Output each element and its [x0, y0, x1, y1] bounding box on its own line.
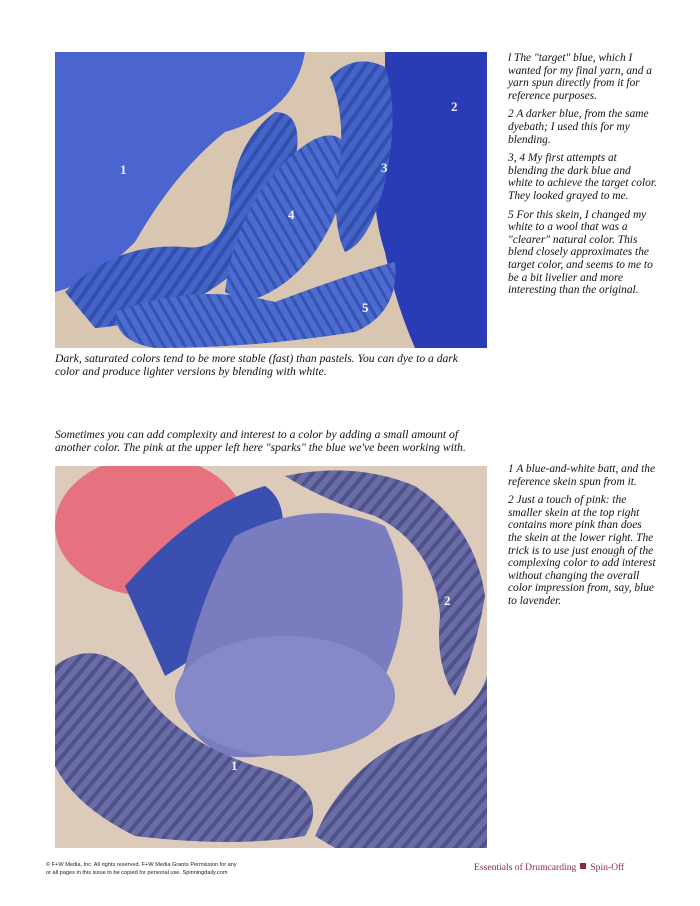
footer-magazine-name: Spin-Off	[590, 862, 625, 873]
photo-label-2: 2	[444, 593, 451, 608]
footer-copyright	[46, 861, 306, 877]
bottom-intro-text: Sometimes you can add complexity and interest to a color by adding a small amount of another color. The pink at the upper left here "sparks" the blue we've been working with.	[55, 428, 466, 454]
note-3-4: 3, 4 My first attempts at blending the dark blue and white to achieve the target color. They looked grayed to me.	[508, 152, 657, 202]
note-1: l The "target" blue, which I wanted for my final yarn, and a yarn spun directly from it for reference purposes.	[508, 52, 652, 102]
top-side-notes	[508, 52, 658, 303]
photo-label-1: 1	[231, 758, 238, 773]
photo-blue-yarn-skeins	[55, 52, 487, 348]
photo-pink-blue-batt	[55, 466, 487, 848]
footer-legal-line-2: or all pages in this issue to be copied for personal use. Spinningdaily.com	[46, 870, 228, 876]
note-2: 2 Just a touch of pink: the smaller skein at the top right contains more pink than does the skein at the lower right. The trick is to use just enough of the complexing color to add interest without changing the overall color impression from, say, blue to lavender.	[508, 494, 656, 607]
square-bullet-icon	[580, 863, 586, 869]
footer-publication-title: Essentials of Drumcarding	[474, 862, 577, 873]
photo-label-3: 3	[381, 160, 388, 175]
photo-label-4: 4	[288, 207, 295, 222]
photo-label-5: 5	[362, 300, 369, 315]
note-2: 2 A darker blue, from the same dyebath; I used this for my blending.	[508, 108, 649, 146]
footer-legal-line-1: © F+W Media, Inc. All rights reserved. F+W Media Grants Permission for any	[46, 862, 237, 868]
photo-batt-illustration	[55, 466, 487, 848]
footer-brand	[474, 862, 624, 873]
photo-label-1: 1	[120, 162, 127, 177]
top-photo-caption: Dark, saturated colors tend to be more stable (fast) than pastels. You can dye to a dark color and produce lighter versions by blending with white.	[55, 352, 458, 378]
note-5: 5 For this skein, I changed my white to a wool that was a "clearer" natural color. This blend closely approximates the target color, and seems to me to be a bit livelier and more interesting than the original.	[508, 208, 653, 297]
bottom-side-notes	[508, 463, 658, 614]
photo-blue-yarn-illustration	[55, 52, 487, 348]
photo-label-2: 2	[451, 99, 458, 114]
note-1: 1 A blue-and-white batt, and the reference skein spun from it.	[508, 463, 656, 488]
